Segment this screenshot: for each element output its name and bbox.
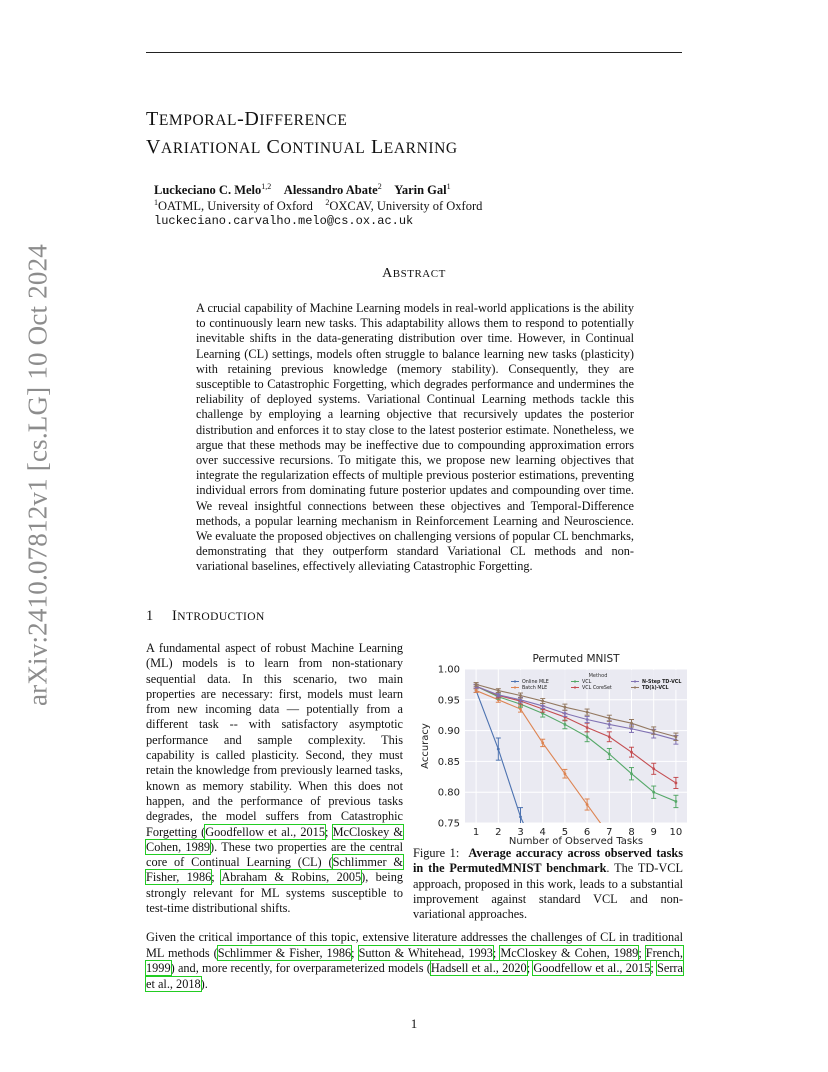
legend-marker — [634, 680, 636, 682]
x-tick-label: 10 — [669, 827, 683, 838]
data-point — [608, 735, 611, 738]
author-name: Alessandro Abate — [283, 183, 378, 198]
abstract-heading: ABSTRACT — [382, 266, 446, 281]
citation-link[interactable]: Schlimmer & Fisher, 1986 — [146, 855, 403, 885]
citation-link[interactable]: Goodfellow et al., 2015 — [533, 961, 651, 975]
legend-marker — [574, 680, 576, 682]
title-line-2: VARIATIONAL CONTINUAL LEARNING — [146, 136, 458, 158]
data-point — [564, 723, 567, 726]
body-text: ; — [211, 870, 222, 885]
x-tick-label: 3 — [517, 827, 524, 838]
data-point — [519, 694, 522, 697]
citation-link[interactable]: McCloskey & Cohen, 1989 — [146, 824, 403, 854]
data-point — [675, 800, 678, 803]
legend-label: Online MLE — [522, 680, 549, 685]
citation-link[interactable]: Sutton & Whitehead, 1993 — [358, 945, 493, 960]
x-tick-label: 8 — [628, 827, 635, 838]
data-point — [630, 751, 633, 754]
legend-label: VCL — [582, 680, 592, 685]
author-name: Yarin Gal — [394, 183, 447, 198]
figure-label: Figure 1: — [413, 846, 460, 860]
figure-caption — [413, 846, 683, 922]
x-tick-label: 5 — [561, 827, 569, 838]
data-point — [475, 683, 478, 686]
affil-sup: 2 — [325, 198, 330, 207]
intro-paragraph-2 — [146, 930, 683, 992]
author-affil-sup: 1,2 — [261, 182, 272, 191]
data-point — [608, 753, 611, 756]
affiliation: OXCAV, University of Oxford — [329, 199, 483, 214]
data-point — [586, 735, 589, 738]
citation-link[interactable]: McCloskey & Cohen, 1989 — [500, 945, 639, 960]
data-point — [564, 712, 567, 715]
citation-link[interactable]: Schlimmer & Fisher, 1986 — [217, 945, 352, 960]
x-tick-label: 4 — [539, 827, 546, 838]
legend-marker — [514, 686, 516, 688]
arxiv-stamp: arXiv:2410.07812v1 [cs.LG] 10 Oct 2024 — [22, 243, 53, 707]
data-point — [586, 726, 589, 729]
title-line-1: TEMPORAL-DIFFERENCE — [146, 108, 348, 130]
data-point — [652, 791, 655, 794]
body-text: ; — [526, 961, 534, 975]
data-point — [519, 708, 522, 711]
data-point — [652, 729, 655, 732]
author-email[interactable]: luckeciano.carvalho.melo@cs.ox.ac.uk — [154, 214, 414, 228]
citation-link[interactable]: Goodfellow et al., 2015 — [205, 824, 325, 839]
data-point — [541, 705, 544, 708]
citation-link[interactable]: Hadsell et al., 2020 — [430, 961, 527, 975]
data-point — [475, 689, 478, 692]
abstract-body: A crucial capability of Machine Learning models in real-world applications is the ability to continuously learn new tasks. This adaptability allows them to respond to potentially inevitable shifts in the data-generating distribution over time. However, in Continual Learning (CL) settings, models often struggle to balance learning new tasks (plasticity) with retaining previous knowledge (memory stability). Consequently, they are susceptible to Catastrophic Forgetting, which degrades performance and undermines the reliability of deployed systems. Variational Continual Learning methods tackle this challenge by employing a learning objective that recursively updates the posterior distribution and enforces it to stay close to the latest posterior estimate. Nonetheless, we argue that these methods may be ineffective due to compounding approximation errors over successive recursions. To mitigate this, we propose new learning objectives that integrate the regularization effects of multiple previous posterior estimations, preventing individual errors from dominating future posterior updates and compounding over time. We reveal insightful connections between these objectives and Temporal-Difference methods, a popular learning mechanism in Reinforcement Learning and Neuroscience. We evaluate the proposed objectives on challenging versions of popular CL benchmarks, demonstrating that they outperform standard Variational CL methods and non-variational baselines, effectively alleviating Catastrophic Forgetting. — [196, 301, 634, 574]
x-axis-label: Number of Observed Tasks — [508, 836, 644, 847]
citation-link[interactable]: French, 1999 — [146, 945, 683, 975]
affiliation: OATML, University of Oxford — [158, 199, 313, 214]
body-text: ; — [492, 945, 501, 960]
intro-paragraph-1 — [146, 641, 403, 916]
author-list — [154, 182, 451, 198]
citation-link[interactable]: Serra et al., 2018 — [146, 961, 683, 991]
x-tick-label: 6 — [583, 827, 591, 838]
data-point — [519, 815, 522, 818]
legend-label: N-Step TD-VCL — [642, 680, 682, 685]
x-tick-label: 9 — [650, 827, 657, 838]
body-text: ; — [638, 945, 646, 960]
chart-svg — [413, 647, 688, 847]
legend-label: Batch MLE — [522, 686, 548, 691]
figure-caption-text: . The TD-VCL approach, proposed in this work, leads to a substantial improvement against standard VCL and non-variational approaches. — [413, 861, 683, 922]
body-text: ). — [200, 976, 208, 991]
affiliations — [154, 198, 482, 214]
x-tick-label: 2 — [495, 827, 502, 838]
data-point — [630, 772, 633, 775]
legend-label: TD(λ)-VCL — [642, 686, 669, 691]
author-affil-sup: 2 — [377, 182, 382, 191]
body-text: ). These two properties are the central core of Continual Learning (CL) ( — [146, 839, 403, 870]
figure-caption-bold: Average accuracy across observed tasks in the PermutedMNIST benchmark — [413, 846, 683, 876]
data-point — [630, 727, 633, 730]
y-tick-label: 0.80 — [437, 787, 460, 799]
data-point — [541, 700, 544, 703]
y-tick-label: 0.95 — [437, 695, 460, 707]
data-point — [497, 689, 500, 692]
data-point — [519, 698, 522, 701]
x-tick-label: 1 — [472, 827, 480, 838]
data-point — [541, 742, 544, 745]
author-affil-sup: 1 — [446, 182, 451, 191]
chart-title: Permuted MNIST — [532, 653, 620, 665]
y-axis-label: Accuracy — [420, 723, 431, 769]
data-point — [630, 722, 633, 725]
affil-sup: 1 — [154, 198, 158, 207]
body-text: ; — [650, 961, 658, 975]
data-point — [608, 717, 611, 720]
body-text: ; — [351, 945, 359, 960]
body-text: ) and, more recently, for overparameterized models ( — [170, 961, 431, 975]
body-text: ; — [324, 824, 333, 839]
legend-title: Method — [588, 673, 608, 679]
data-point — [652, 767, 655, 770]
paper-title — [146, 106, 686, 162]
y-tick-label: 0.85 — [437, 756, 460, 768]
citation-link[interactable]: Abraham & Robins, 2005 — [221, 870, 362, 885]
data-point — [586, 711, 589, 714]
section-heading — [146, 608, 265, 625]
legend-marker — [574, 686, 576, 688]
author-name: Luckeciano C. Melo — [154, 183, 262, 198]
data-point — [497, 693, 500, 696]
body-text: Given the critical importance of this topic, extensive literature addresses the challenges of CL in traditional ML methods ( — [146, 930, 683, 960]
data-point — [586, 803, 589, 806]
data-point — [564, 706, 567, 709]
data-point — [497, 748, 500, 751]
legend-label: VCL CoreSet — [582, 686, 612, 691]
data-point — [564, 772, 567, 775]
data-point — [675, 735, 678, 738]
data-point — [608, 723, 611, 726]
section-number: 1 — [146, 608, 154, 624]
body-text: A fundamental aspect of robust Machine Learning (ML) models is to learn from non-stationary sequential data. In this scenario, two main properties are necessary: first, models must learn from new incoming data — potentially from a different task -- with satisfactory asymptotic performance and sample complexity. This capability is called plasticity. Second, they must retain the knowledge from previously learned tasks, known as memory stability. When this does not happen, and the performance of previous tasks degrades, the model suffers from Catastrophic Forgetting ( — [146, 641, 403, 839]
y-tick-label: 1.00 — [437, 664, 460, 676]
page-number: 1 — [410, 1016, 418, 1031]
top-rule — [146, 52, 682, 53]
y-tick-label: 0.75 — [437, 818, 460, 830]
x-tick-label: 7 — [606, 827, 613, 838]
figure-1-chart — [413, 647, 688, 847]
data-point — [675, 782, 678, 785]
legend-marker — [634, 686, 636, 688]
y-tick-label: 0.90 — [437, 726, 460, 738]
body-text: ), being strongly relevant for ML systems susceptible to test-time distributional shifts. — [146, 870, 403, 916]
legend-marker — [514, 680, 516, 682]
section-title: INTRODUCTION — [172, 608, 265, 624]
data-point — [586, 718, 589, 721]
